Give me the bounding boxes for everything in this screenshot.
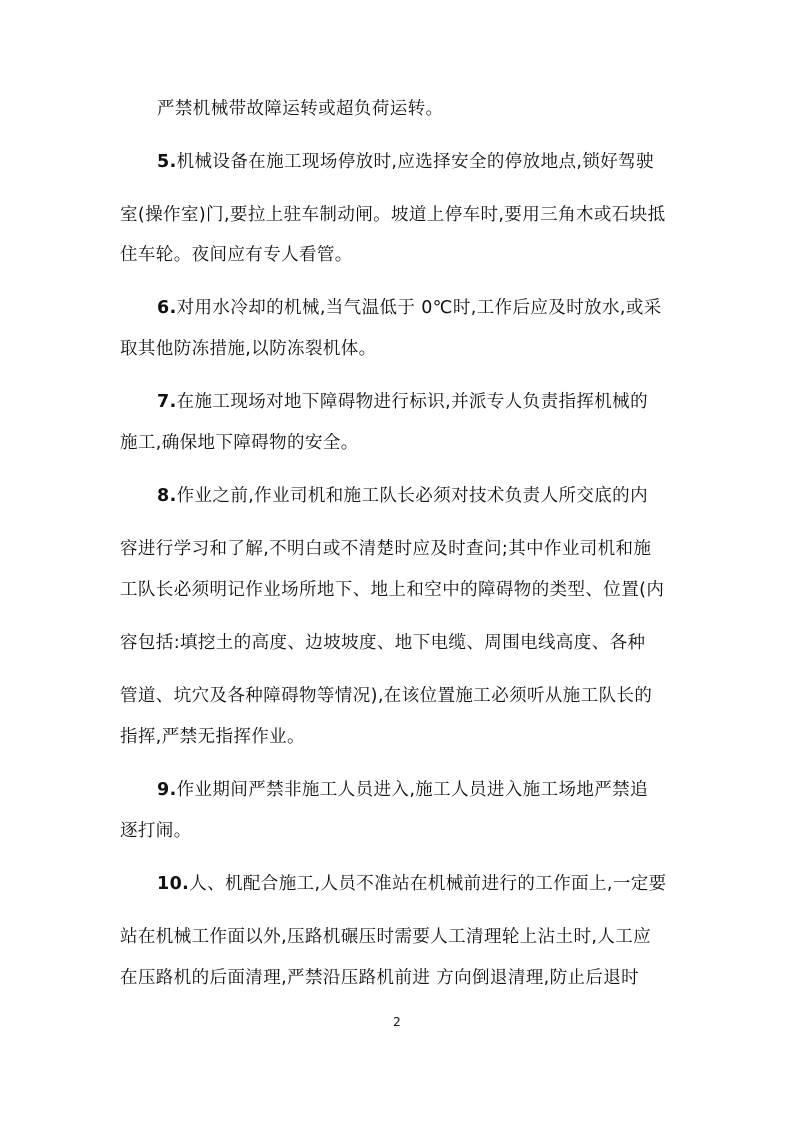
- text-line: [157, 484, 717, 508]
- text-line: 在压路机的后面清理,严禁沿压路机前进 方向倒退清理,防止后退时: [120, 968, 640, 988]
- text-line: 取其他防冻措施,以防冻裂机体。: [120, 339, 377, 359]
- line-text: 人、机配合施工,人员不准站在机械前进行的工作面上,一定要: [189, 874, 667, 894]
- text-line: 站在机械工作面以外,压路机碾压时需要人工清理轮上沾土时,人工应: [120, 927, 652, 947]
- item-number: 7.: [157, 392, 177, 412]
- text-line: 逐打闹。: [120, 821, 192, 841]
- page-number: 2: [393, 1015, 401, 1029]
- text-line: 管道、坑穴及各种障碍物等情况),在该位置施工必须听从施工队长的: [120, 686, 653, 706]
- item-number: 8.: [157, 486, 177, 506]
- text-line: 室(操作室)门,要拉上驻车制动闸。坡道上停车时,要用三角木或石块抵: [120, 205, 666, 225]
- item-number: 5.: [157, 152, 177, 172]
- text-line: 住车轮。夜间应有专人看管。: [120, 245, 353, 265]
- line-text: 对用水冷却的机械,当气温低于 0℃时,工作后应及时放水,或采: [176, 298, 662, 318]
- line-text: 作业期间严禁非施工人员进入,施工人员进入施工场地严禁追: [176, 780, 648, 800]
- line-text: 在施工现场对地下障碍物进行标识,并派专人负责指挥机械的: [176, 392, 648, 412]
- text-line: 严禁机械带故障运转或超负荷运转。: [157, 99, 444, 119]
- text-line: [157, 778, 717, 802]
- text-line: 容进行学习和了解,不明白或不清楚时应及时查问;其中作业司机和施: [120, 539, 652, 559]
- line-text: 作业之前,作业司机和施工队长必须对技术负责人所交底的内: [176, 486, 648, 506]
- text-line: [157, 872, 717, 896]
- text-line: [157, 390, 717, 414]
- text-line: 容包括:填挖土的高度、边坡坡度、地下电缆、周围电线高度、各种: [120, 633, 646, 653]
- text-line: 施工,确保地下障碍物的安全。: [120, 433, 359, 453]
- text-line: [157, 150, 717, 174]
- line-text: 机械设备在施工现场停放时,应选择安全的停放地点,锁好驾驶: [176, 152, 654, 172]
- item-number: 10.: [157, 874, 190, 894]
- text-line: 指挥,严禁无指挥作业。: [120, 727, 305, 747]
- text-line: [157, 296, 717, 320]
- text-line: 工队长必须明记作业场所地下、地上和空中的障碍物的类型、位置(内: [120, 580, 665, 600]
- item-number: 9.: [157, 780, 177, 800]
- item-number: 6.: [157, 298, 177, 318]
